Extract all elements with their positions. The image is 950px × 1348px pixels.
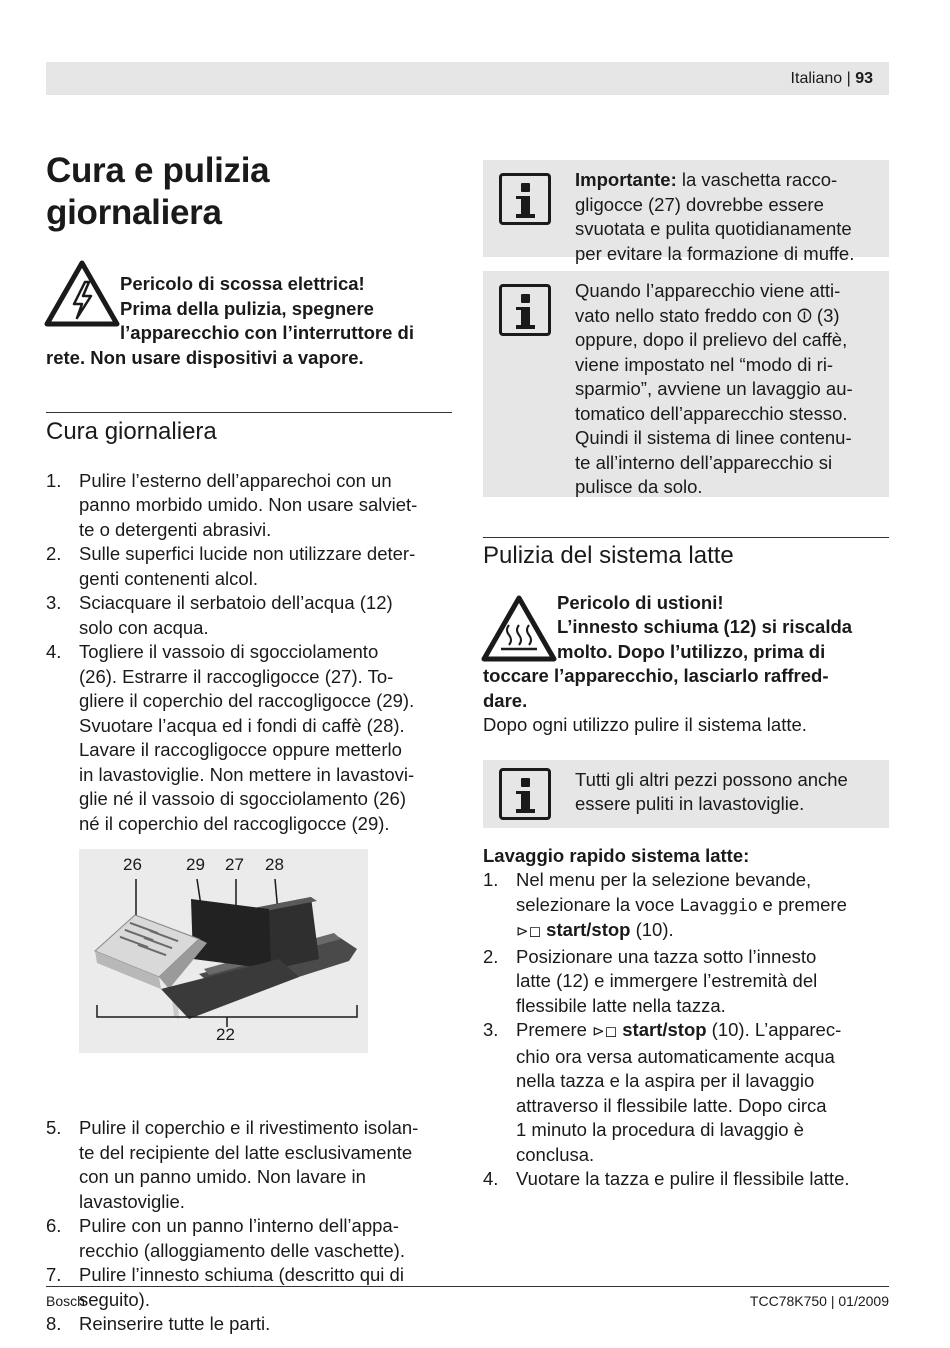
step-text: selezionare la voce bbox=[516, 893, 680, 915]
warning-burn-line-2: L’innesto schiuma (12) si riscalda bbox=[557, 616, 853, 638]
figure-label-22: 22 bbox=[216, 1025, 235, 1044]
drip-tray-illustration bbox=[79, 849, 368, 1053]
warning-shock-line-2: Prima della pulizia, spegnere bbox=[120, 297, 374, 319]
step-text: seguito). bbox=[79, 1288, 150, 1310]
step-text: latte (12) e immergere l’estremità del bbox=[516, 970, 818, 992]
warning-burn-line-3: molto. Dopo l’utilizzo, prima di bbox=[557, 640, 826, 662]
drip-tray-drawing bbox=[79, 849, 368, 1053]
section-divider bbox=[46, 412, 452, 413]
list-item bbox=[483, 1018, 889, 1167]
step-text: Reinserire tutte le parti. bbox=[79, 1313, 271, 1335]
step-number: 3. bbox=[46, 592, 62, 614]
step-number: 5. bbox=[46, 1117, 62, 1139]
electric-shock-warning-icon bbox=[44, 260, 120, 328]
step-text: lavastoviglie. bbox=[79, 1190, 185, 1212]
electric-shock-warning bbox=[46, 256, 452, 370]
quick-rinse-title: Lavaggio rapido sistema latte: bbox=[483, 844, 750, 866]
start-stop-label: start/stop bbox=[546, 919, 631, 941]
warning-burn-line-4: toccare l’apparecchio, lasciarlo raffred- bbox=[483, 665, 829, 687]
start-stop-icon: ⊳◻ bbox=[592, 1023, 618, 1041]
info-box-auto-rinse bbox=[483, 271, 889, 497]
section-divider bbox=[483, 537, 889, 538]
step-text: Pulire l’innesto schiuma (descritto qui di bbox=[79, 1264, 404, 1286]
step-text: glie né il vassoio di sgocciolamento (26) bbox=[79, 788, 407, 810]
step-number: 2. bbox=[46, 543, 62, 565]
step-text: né il coperchio del raccogligocce (29). bbox=[79, 812, 390, 834]
info2-line-3: oppure, dopo il prelievo del caffè, bbox=[575, 329, 848, 350]
info2-line-2a: vato nello stato freddo con bbox=[575, 304, 798, 326]
step-text: Premere bbox=[516, 1019, 593, 1041]
hot-surface-warning-icon bbox=[481, 595, 557, 663]
header-language: Italiano bbox=[790, 70, 843, 87]
footer-brand: Bosch bbox=[46, 1293, 85, 1309]
step-text: Togliere il vassoio di sgocciolamento bbox=[79, 641, 379, 663]
figure-label-27: 27 bbox=[225, 855, 244, 874]
warning-burn-line-1: Pericolo di ustioni! bbox=[557, 591, 724, 613]
burn-warning bbox=[483, 591, 889, 714]
info3-line-2: essere puliti in lavastoviglie. bbox=[575, 793, 805, 815]
start-stop-label: start/stop bbox=[622, 1019, 707, 1041]
list-item bbox=[46, 1214, 452, 1263]
step-text: 1 minuto la procedura di lavaggio è bbox=[516, 1119, 804, 1141]
step-text: Sciacquare il serbatoio dell’acqua (12) bbox=[79, 592, 393, 614]
daily-care-steps-continued bbox=[46, 1116, 452, 1337]
step-text: (10). L’apparec- bbox=[706, 1019, 842, 1041]
warning-shock-line-3: l’apparecchio con l’interruttore di bbox=[120, 322, 414, 343]
list-item bbox=[483, 1167, 889, 1192]
footer-divider bbox=[46, 1286, 889, 1287]
left-column bbox=[46, 150, 452, 1337]
step-text: Pulire il coperchio e il rivestimento isolan- bbox=[79, 1117, 419, 1139]
warning-shock-line-1: Pericolo di scossa elettrica! bbox=[120, 273, 365, 294]
step-number: 3. bbox=[483, 1019, 499, 1041]
display-text-lavaggio: Lavaggio bbox=[679, 895, 758, 916]
info2-line-1: Quando l’apparecchio viene atti- bbox=[575, 280, 841, 301]
step-number: 7. bbox=[46, 1264, 62, 1286]
step-text: e premere bbox=[757, 893, 847, 915]
section-title-cura-giornaliera: Cura giornaliera bbox=[46, 418, 217, 445]
page-title: Cura e pulizia giornaliera bbox=[46, 151, 270, 232]
step-text: Pulire l’esterno dell’apparechoi con un bbox=[79, 469, 392, 491]
step-text: con un panno umido. Non lavare in bbox=[79, 1166, 366, 1188]
figure-label-29: 29 bbox=[186, 855, 205, 874]
header-separator: | bbox=[846, 70, 851, 87]
step-text: attraverso il flessibile latte. Dopo circa bbox=[516, 1094, 827, 1116]
step-text: in lavastoviglie. Non mettere in lavastovi- bbox=[79, 763, 415, 785]
step-text: te del recipiente del latte esclusivamente bbox=[79, 1141, 413, 1163]
step-text: panno morbido umido. Non usare salviet- bbox=[79, 494, 418, 516]
step-text: Nel menu per la selezione bevande, bbox=[516, 869, 812, 891]
step-number: 4. bbox=[46, 641, 62, 663]
list-item bbox=[483, 945, 889, 1019]
list-item bbox=[46, 591, 452, 640]
list-item bbox=[46, 542, 452, 591]
info2-line-4: viene impostato nel “modo di ri- bbox=[575, 353, 834, 375]
step-text: Vuotare la tazza e pulire il flessibile latte. bbox=[516, 1168, 850, 1190]
figure-label-28: 28 bbox=[265, 855, 284, 874]
step-text: conclusa. bbox=[516, 1143, 595, 1165]
header-page-info bbox=[791, 70, 873, 88]
step-text: Svuotare l’acqua ed i fondi di caffè (28). bbox=[79, 714, 405, 736]
info-icon bbox=[499, 173, 551, 225]
step-number: 6. bbox=[46, 1215, 62, 1237]
footer-model-date: TCC78K750 | 01/2009 bbox=[749, 1293, 889, 1309]
step-text: Posizionare una tazza sotto l’innesto bbox=[516, 945, 817, 967]
info-box-dishwasher bbox=[483, 760, 889, 828]
info-box-importante bbox=[483, 160, 889, 264]
info2-line-8: te all’interno dell’apparecchio si bbox=[575, 451, 833, 473]
section-title-pulizia-latte: Pulizia del sistema latte bbox=[483, 542, 734, 569]
step-text: (26). Estrarre il raccogligocce (27). To- bbox=[79, 665, 394, 687]
step-text: recchio (alloggiamento delle vaschette). bbox=[79, 1239, 405, 1261]
step-text: Sulle superfici lucide non utilizzare deter- bbox=[79, 543, 416, 565]
step-number: 4. bbox=[483, 1168, 499, 1190]
step-text: gliere il coperchio del raccogligocce (29). bbox=[79, 690, 415, 712]
info1-line-4: per evitare la formazione di muffe. bbox=[575, 242, 855, 264]
info2-line-7: Quindi il sistema di linee contenu- bbox=[575, 427, 852, 448]
step-text: nella tazza e la aspira per il lavaggio bbox=[516, 1070, 815, 1092]
list-item bbox=[46, 1263, 452, 1312]
step-number: 1. bbox=[483, 869, 499, 891]
step-text: flessibile latte nella tazza. bbox=[516, 994, 726, 1016]
step-number: 1. bbox=[46, 469, 62, 491]
list-item bbox=[483, 868, 889, 945]
list-item bbox=[46, 1116, 452, 1214]
info-icon bbox=[499, 284, 551, 336]
quick-rinse-steps bbox=[483, 868, 889, 1192]
step-text: te o detergenti abrasivi. bbox=[79, 518, 272, 540]
page-header bbox=[46, 62, 889, 95]
page-number: 93 bbox=[855, 70, 873, 87]
list-item bbox=[46, 469, 452, 543]
step-number: 8. bbox=[46, 1313, 62, 1335]
list-item bbox=[46, 1312, 452, 1337]
step-text: genti contenenti alcol. bbox=[79, 567, 258, 589]
list-item bbox=[46, 640, 452, 836]
info2-line-5: sparmio”, avviene un lavaggio au- bbox=[575, 378, 853, 399]
after-warning-text: Dopo ogni utilizzo pulire il sistema latte. bbox=[483, 714, 807, 736]
info1-line-1: la vaschetta racco- bbox=[676, 169, 838, 190]
right-column bbox=[483, 160, 889, 1192]
info1-line-3: svuotata e pulita quotidianamente bbox=[575, 218, 852, 239]
warning-shock-line-4: rete. Non usare dispositivi a vapore. bbox=[46, 346, 364, 368]
start-stop-icon: ⊳◻ bbox=[516, 923, 542, 941]
step-text: Pulire con un panno l’interno dell’appa- bbox=[79, 1215, 399, 1237]
power-symbol-icon: ⏼ bbox=[797, 304, 812, 326]
step-text: chio ora versa automaticamente acqua bbox=[516, 1045, 835, 1067]
step-text: Lavare il raccogligocce oppure metterlo bbox=[79, 739, 402, 761]
warning-burn-line-5: dare. bbox=[483, 689, 528, 711]
step-text: (10). bbox=[630, 919, 674, 941]
info2-line-2b: (3) bbox=[811, 304, 840, 326]
info-important-label: Importante: bbox=[575, 169, 677, 190]
info2-line-6: tomatico dell’apparecchio stesso. bbox=[575, 402, 848, 424]
step-text: solo con acqua. bbox=[79, 616, 209, 638]
info-icon bbox=[499, 768, 551, 820]
info2-line-9: pulisce da solo. bbox=[575, 476, 703, 497]
step-number: 2. bbox=[483, 945, 499, 967]
info3-line-1: Tutti gli altri pezzi possono anche bbox=[575, 768, 848, 790]
figure-label-26: 26 bbox=[123, 855, 142, 874]
daily-care-steps bbox=[46, 469, 452, 837]
info1-line-2: gligocce (27) dovrebbe essere bbox=[575, 193, 824, 215]
